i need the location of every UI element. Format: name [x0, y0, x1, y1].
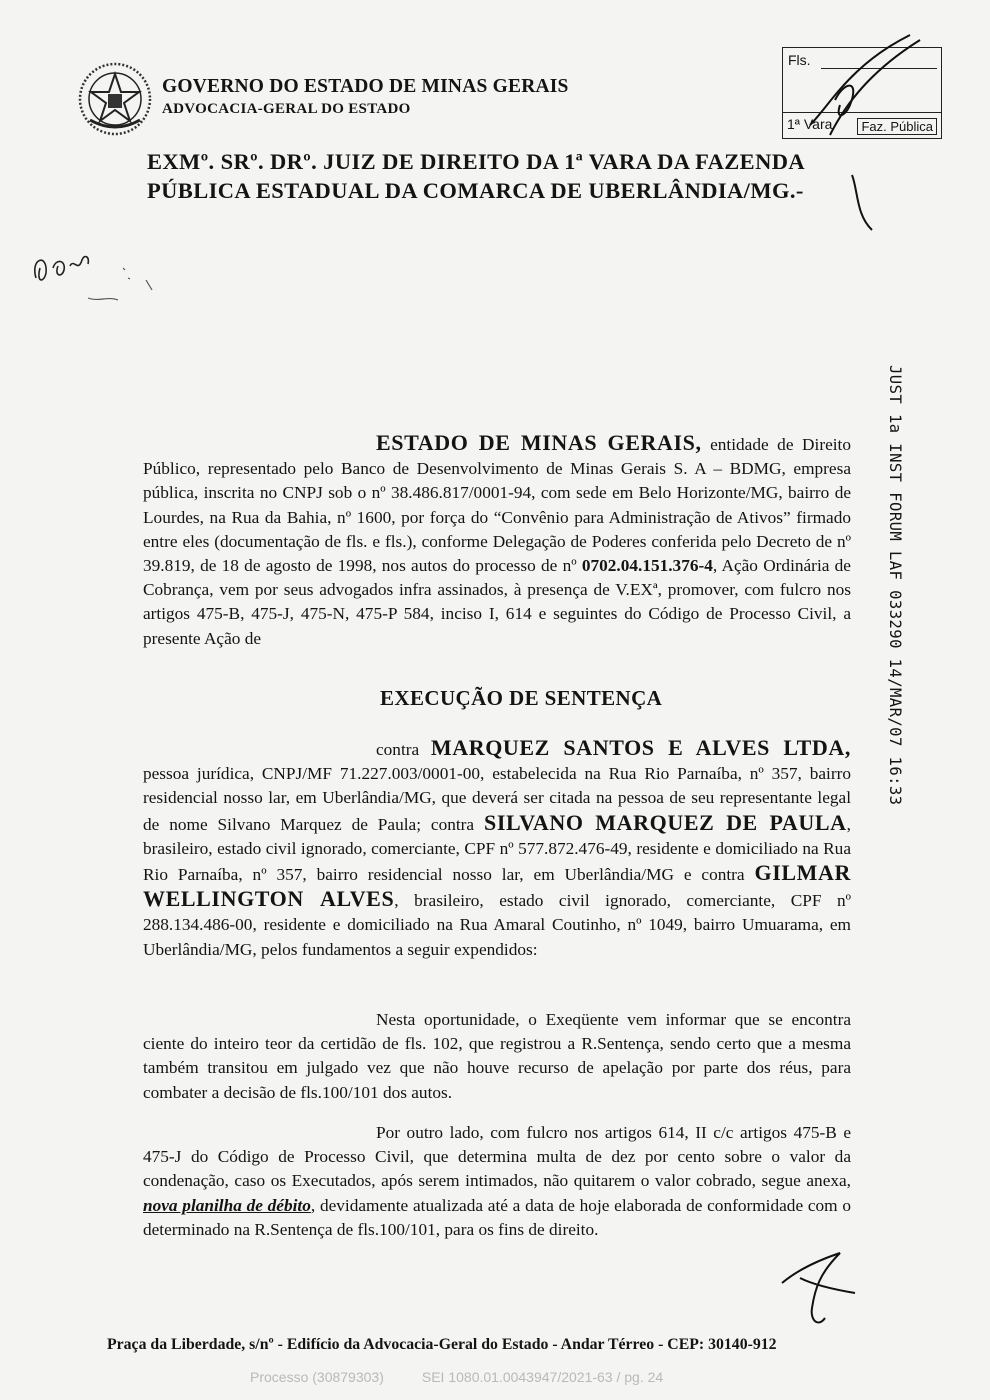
sei-page-ref: SEI 1080.01.0043947/2021-63 / pg. 24 — [421, 1369, 664, 1385]
defendant-company: MARQUEZ SANTOS E ALVES LTDA, — [430, 735, 851, 760]
address-footer: Praça da Liberdade, s/nº - Edifício da Advocacia-Geral do Estado - Andar Térreo - CEP: 30140-912 — [107, 1336, 777, 1353]
defendant-person-2: GILMAR WELLINGTON ALVES — [143, 860, 851, 912]
process-number: 0702.04.151.376-4 — [581, 556, 713, 576]
folio-label: Fls. — [788, 52, 811, 68]
plaintiff-name: ESTADO DE MINAS GERAIS, — [376, 430, 702, 455]
debt-sheet-emphasis: nova planilha de débito — [143, 1195, 311, 1215]
organization-name: GOVERNO DO ESTADO DE MINAS GERAIS — [162, 76, 569, 97]
addressee-line-2: PÚBLICA ESTADUAL DA COMARCA DE UBERLÂNDIA/MG.- — [147, 178, 804, 203]
calculation-paragraph — [143, 1121, 851, 1242]
handwritten-initials-icon — [790, 25, 970, 240]
certificate-paragraph — [143, 1008, 851, 1105]
handwritten-note-icon — [28, 238, 168, 328]
process-footer — [250, 1369, 663, 1385]
department-name: ADVOCACIA-GERAL DO ESTADO — [162, 101, 411, 117]
defendant-company-text: pessoa jurídica, CNPJ/MF 71.227.003/0001-00, estabelecida na Rua Rio Parnaíba, nº 357, bairro residencial nosso lar, em Uberlândia/MG, que deverá ser citada na pessoa de seu representante legal de nome Silvano Marquez de Paula; contra — [143, 764, 851, 834]
section-title: EXECUÇÃO DE SENTENÇA — [380, 686, 663, 710]
calculation-text-a: Por outro lado, com fulcro nos artigos 614, II c/c artigos 475-B e 475-J do Código de Processo Civil, que determina multa de dez por cento sobre o valor da condenação, caso os Executados, após serem intimados, não quitarem o valor cobrado, segue anexa, — [143, 1123, 851, 1191]
stamp-vara-label: 1ª Vara — [787, 116, 833, 132]
party-intro-paragraph — [143, 431, 851, 651]
contra-word: contra — [376, 740, 431, 759]
defendant-person-1-text: , brasileiro, estado civil ignorado, comerciante, CPF nº 577.872.476-49, residente e domiciliado na Rua Rio Parnaíba, nº 357, bairro residencial nosso lar, em Uberlândia/MG e contra — [143, 814, 851, 885]
plaintiff-text-b: , Ação Ordinária de Cobrança, vem por seus advogados infra assinados, à presença de V.EXª, promover, com fulcro nos artigos 475-B, 475-J, 475-N, 475-P 584, inciso I, 614 e seguintes do Código de Processo Civil, a presente Ação de — [143, 556, 851, 648]
state-coat-of-arms-icon — [76, 60, 154, 138]
defendant-person-2-text: , brasileiro, estado civil ignorado, comerciante, CPF nº 288.134.486-00, residente e domiciliado na Rua Amaral Coutinho, nº 1049, bairro Umuarama, em Uberlândia/MG, pelos fundamentos a seguir expendidos: — [143, 891, 851, 959]
stamp-faz-label: Faz. Pública — [857, 118, 937, 135]
calculation-text-b: , devidamente atualizada até a data de hoje elaborada de conformidade com o determinado na R.Sentença de fls.100/101, para os fins de direito. — [143, 1195, 852, 1239]
addressee-block — [147, 147, 805, 205]
protocol-stamp-text: JUST 1a INST FORUM LAF 033290 14/MAR/07 16:33 — [886, 365, 904, 806]
signature-icon — [770, 1248, 870, 1338]
defendant-person-1: SILVANO MARQUEZ DE PAULA — [484, 809, 847, 835]
defendants-paragraph — [143, 736, 851, 962]
plaintiff-text-a: entidade de Direito Público, representado pelo Banco de Desenvolvimento de Minas Gerais S. A – BDMG, empresa pública, inscrita no CNPJ sob o nº 38.486.817/0001-94, com sede em Belo Horizonte/MG, bairro de Lourdes, na Rua da Bahia, nº 1600, por força do “Convênio para Administração de Ativos” firmado entre eles (documentação de fls. e fls.), conforme Delegação de Poderes conferida pelo Decreto de nº 39.819, de 18 de agosto de 1998, nos autos do processo de nº — [143, 435, 851, 576]
certificate-text: Nesta oportunidade, o Exeqüente vem informar que se encontra ciente do inteiro teor da certidão de fls. 102, que registrou a R.Sentença, sendo certo que a mesma também transitou em julgado vez que não houve recurso de apelação por parte dos réus, para combater a decisão de fls.100/101 dos autos. — [143, 1010, 851, 1102]
protocol-stamp — [876, 365, 916, 806]
process-id: Processo (30879303) — [250, 1369, 384, 1385]
addressee-line-1: EXMº. SRº. DRº. JUIZ DE DIREITO DA 1ª VARA DA FAZENDA — [147, 149, 806, 174]
